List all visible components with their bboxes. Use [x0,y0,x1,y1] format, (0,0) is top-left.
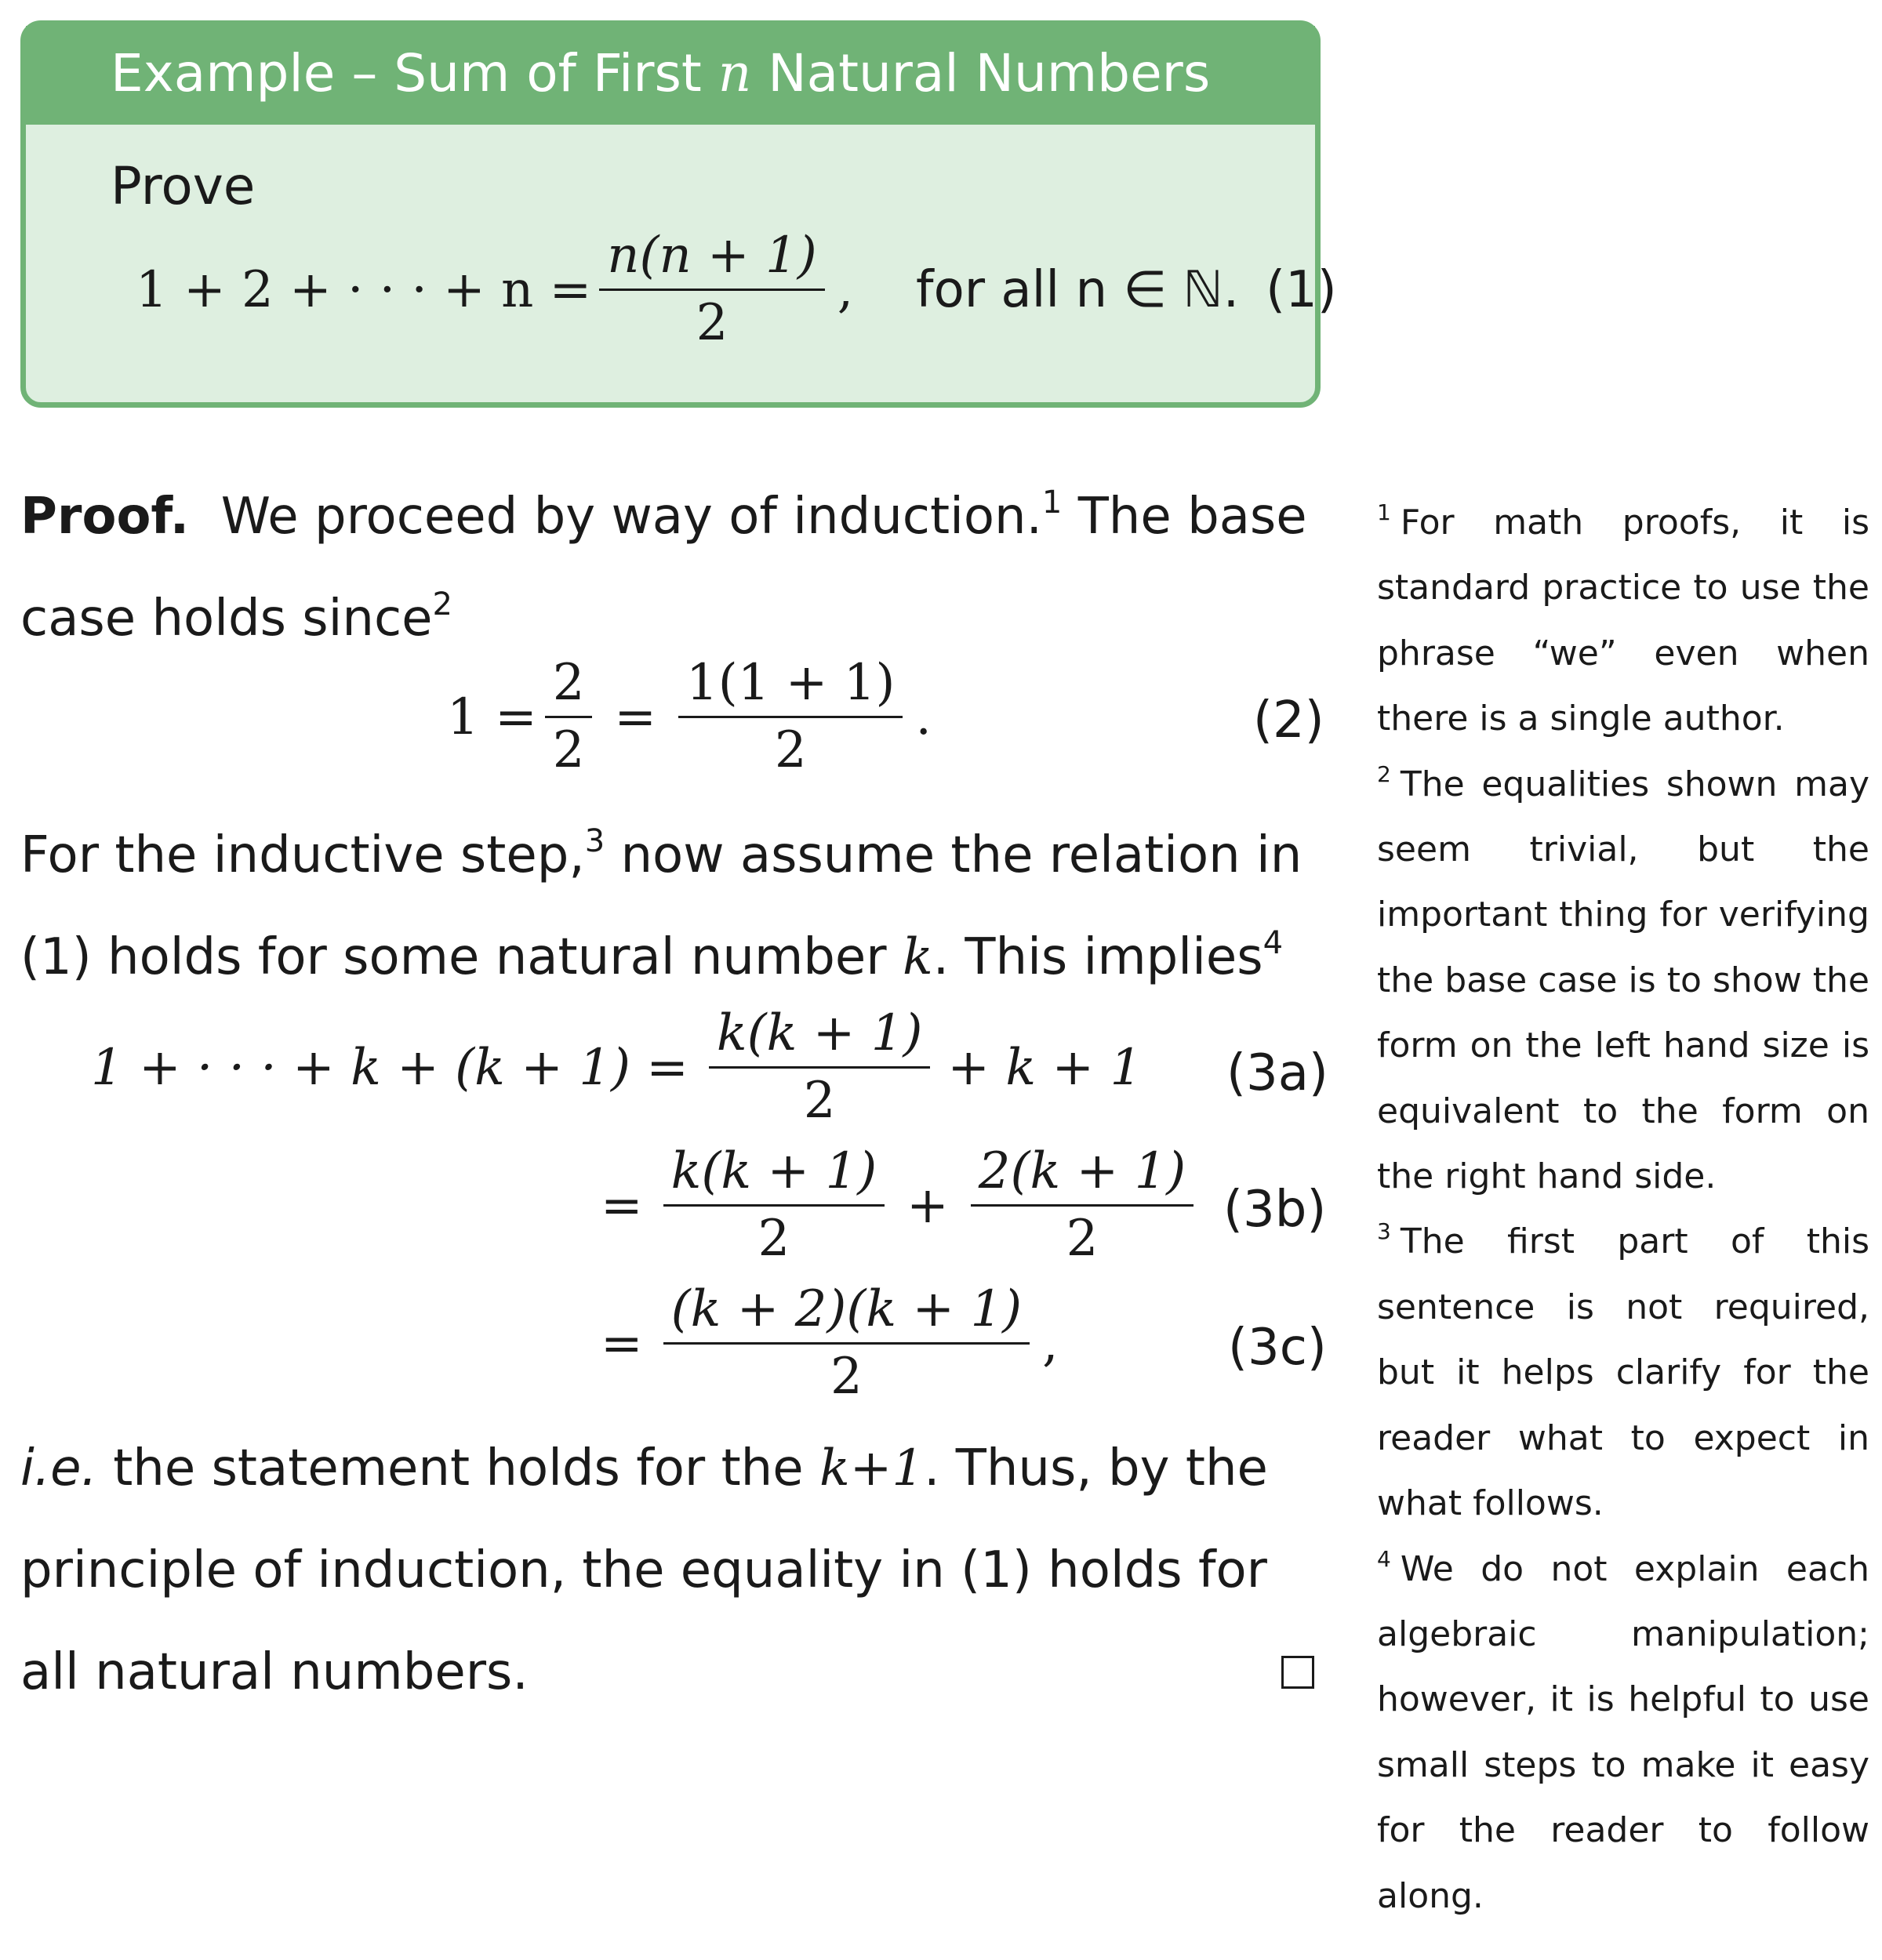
footnote-ref-4[interactable]: 4 [1263,925,1284,961]
equation-3a-denominator: 2 [709,1066,931,1127]
example-box [20,20,1337,408]
equation-3b-fraction-2-denominator: 2 [971,1204,1194,1265]
equation-3a [91,1004,1143,1131]
footnote-3-text: The first part of this sentence is not required, but it helps clarify for the reader what to expect in what follows. [1377,1221,1869,1524]
footnote-ref-1[interactable]: 1 [1041,485,1063,521]
equation-3b-fraction-2 [971,1142,1194,1269]
equation-3a-rest: + k + 1 [947,1038,1143,1097]
equation-3a-numerator: k(k + 1) [716,1004,923,1062]
equation-3b-label: (3b) [1223,1181,1327,1239]
example-title-suffix: Natural Numbers [768,43,1211,103]
proof-variable-k-plus-1: k+1 [819,1439,925,1497]
proof-paragraph-3 [20,1417,1275,1723]
equation-3c-denominator: 2 [663,1342,1030,1403]
footnote-2-text: The equalities shown may seem trivial, but the important thing for verifying the base case is to show the form on the left hand size is equivalent to the form on the right hand side. [1377,764,1869,1197]
qed-box-icon [1281,1656,1314,1689]
footnotes [1377,490,1869,1929]
equation-1: 1 + 2 + · · · + n = $\frac{n(n + 1)}{2}$ , for all n ∈ ℕ. (1) [136,227,1337,353]
equation-3c-fraction [663,1280,1030,1406]
equation-1-fraction [599,227,824,353]
equation-3a-label: (3a) [1226,1044,1328,1102]
footnote-3 [1377,1209,1869,1536]
proof-paragraph-2 [20,804,1321,1008]
equation-2-fraction-1-numerator: 2 [552,654,585,712]
equation-3c-numerator: (k + 2)(k + 1) [670,1280,1023,1338]
equation-1-label: (1) [1266,260,1337,319]
equation-2-label: (2) [1253,691,1324,750]
equation-1-condition: for all n ∈ ℕ. [916,260,1240,319]
example-body [26,125,1337,407]
equation-2-fraction-1-denominator: 2 [545,716,593,777]
footnote-ref-2[interactable]: 2 [432,586,452,622]
equation-2: 1 = $\frac{2}{2}$ = $\frac{1(1 + 1)}{2}$ . [447,654,932,780]
equation-1-denominator: 2 [599,289,824,350]
example-title [26,26,1315,125]
proof-text-2a: For the inductive step, [20,826,585,884]
equation-2-fraction-2 [678,654,903,780]
equation-3a-fraction [709,1004,931,1131]
proof-paragraph-1 [20,466,1321,670]
proof-variable-k: k [902,928,933,986]
equation-2-fraction-1 [545,654,593,780]
proof-lead: Proof. [20,488,190,546]
footnote-4-number: 4 [1377,1545,1391,1572]
proof-text-2c: . This implies [932,928,1263,986]
proof-text-3b: . Thus, by the principle of induction, the equality in (1) holds for all natural numbers. [20,1439,1268,1701]
example-title-prefix: Example – Sum of First [111,43,702,103]
equation-3a-lhs: 1 + · · · + k + (k + 1) = [91,1038,688,1097]
equation-3c-label: (3c) [1228,1319,1327,1377]
example-title-variable: n [718,43,752,103]
equation-3b-fraction-2-numerator: 2(k + 1) [978,1142,1186,1200]
equation-2-lhs: 1 = [447,688,537,746]
equation-3b-fraction-1-numerator: k(k + 1) [670,1142,877,1200]
proof-text-2b: now assume the relation in (1) holds for some natural number [20,826,1303,986]
footnote-4-text: We do not explain each algebraic manipulation; however, it is helpful to use small steps to make it easy for the reader to follow along. [1377,1548,1869,1916]
footnote-ref-3[interactable]: 3 [584,823,605,859]
footnote-1-text: For math proofs, it is standard practice to use the phrase “we” even when there is a single author. [1377,503,1869,739]
footnote-4 [1377,1537,1869,1929]
equation-3b-fraction-1 [663,1142,885,1269]
footnote-1 [1377,490,1869,752]
footnote-2-number: 2 [1377,760,1391,787]
equation-2-fraction-2-denominator: 2 [678,716,903,777]
proof-text-1b: The base case holds since [20,488,1307,648]
equation-1-lhs: 1 + 2 + · · · + n = [136,260,592,319]
equation-3b: = $\frac{k(k + 1)}{2}$ + $\frac{2(k + 1)}{2}$ [601,1145,1201,1265]
proof-text-1a: We proceed by way of induction. [220,488,1042,546]
footnote-3-number: 3 [1377,1218,1391,1245]
equation-2-fraction-2-numerator: 1(1 + 1) [686,654,896,712]
equation-3c: = $\frac{(k + 2)(k + 1)}{2}$ , [601,1280,1059,1406]
footnote-1-number: 1 [1377,499,1391,525]
equation-3b-fraction-1-denominator: 2 [663,1204,885,1265]
proof-text-3a: the statement holds for the [113,1439,804,1497]
equation-1-numerator: n(n + 1) [607,227,817,285]
footnote-2 [1377,752,1869,1210]
prove-label: Prove [111,156,256,216]
proof-text-ie: i.e. [20,1439,97,1497]
